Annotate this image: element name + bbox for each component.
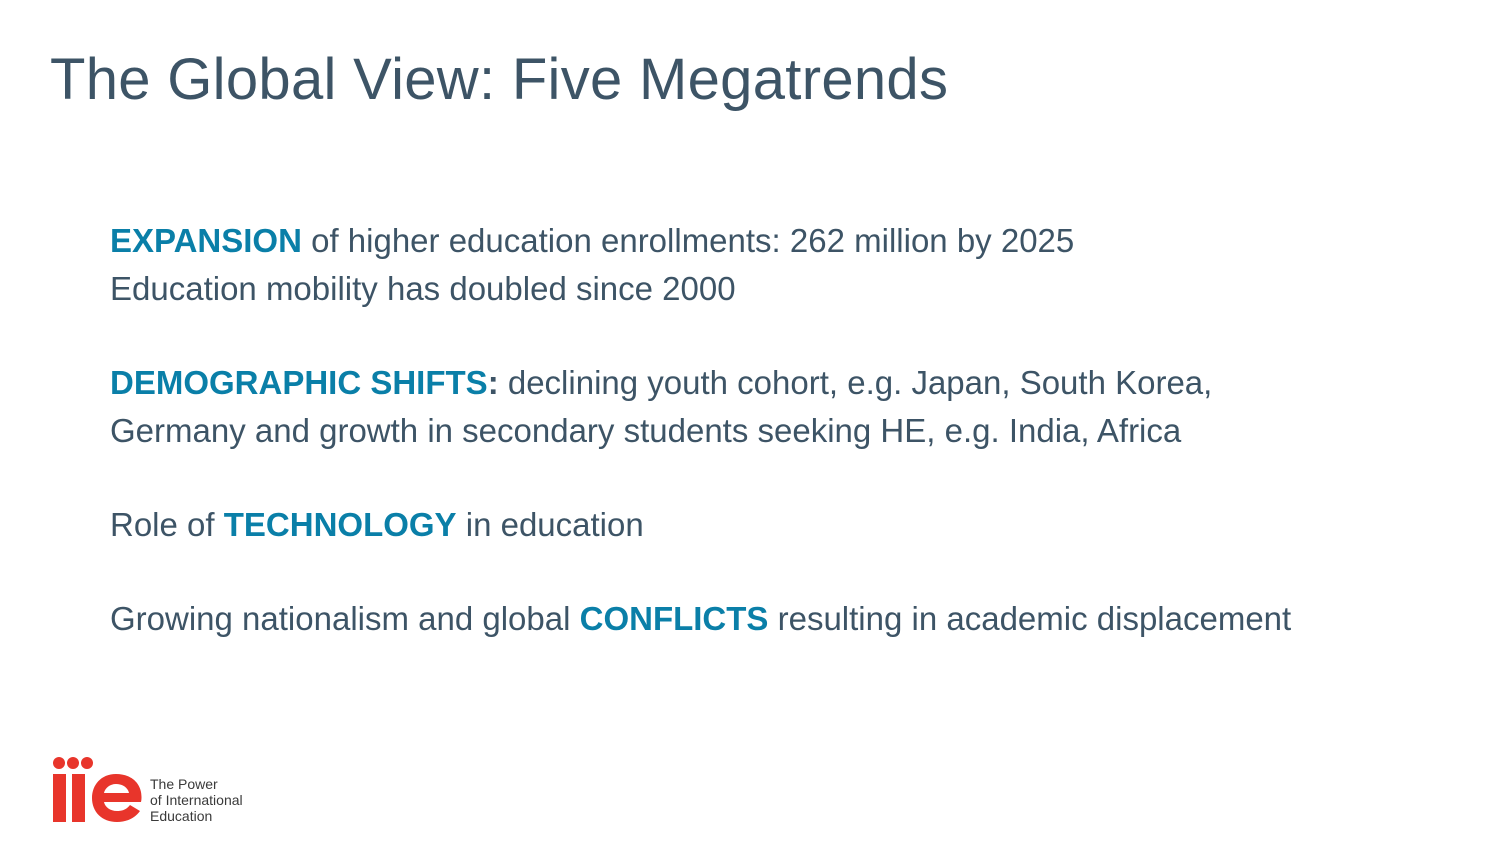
trend-technology-after: in education xyxy=(456,506,644,543)
keyword-technology: TECHNOLOGY xyxy=(223,506,457,543)
trend-demographic xyxy=(110,359,1470,455)
trend-technology-line1 xyxy=(110,501,1470,549)
trend-expansion-line1 xyxy=(110,217,1470,265)
trend-demographic-line2: Germany and growth in secondary students seeking HE, e.g. India, Africa xyxy=(110,412,1182,449)
trend-technology xyxy=(110,501,1470,549)
keyword-conflicts: CONFLICTS xyxy=(579,600,769,637)
trend-expansion-line2: Education mobility has doubled since 2000 xyxy=(110,270,736,307)
keyword-colon: : xyxy=(487,364,499,401)
trend-technology-before: Role of xyxy=(110,506,224,543)
trend-conflicts-line1 xyxy=(110,595,1470,643)
logo-tagline xyxy=(150,776,243,824)
tagline-line3: Education xyxy=(150,808,213,824)
keyword-expansion: EXPANSION xyxy=(110,222,302,259)
trend-expansion-text: of higher education enrollments: 262 million by 2025 xyxy=(301,222,1075,259)
trend-demographic-text: declining youth cohort, e.g. Japan, South Korea, xyxy=(498,364,1213,401)
tagline-line2: of International xyxy=(150,792,243,808)
keyword-demographic-shifts: DEMOGRAPHIC SHIFTS xyxy=(110,364,488,401)
iie-logo-icon xyxy=(52,752,144,827)
megatrends-list xyxy=(110,217,1470,689)
trend-conflicts-after: resulting in academic displacement xyxy=(768,600,1292,637)
trend-demographic-line1 xyxy=(110,359,1470,407)
slide-title: The Global View: Five Megatrends xyxy=(50,47,949,112)
trend-conflicts xyxy=(110,595,1470,643)
trend-conflicts-before: Growing nationalism and global xyxy=(110,600,580,637)
tagline-line1: The Power xyxy=(150,776,218,792)
iie-logo xyxy=(52,752,272,827)
trend-expansion xyxy=(110,217,1470,313)
